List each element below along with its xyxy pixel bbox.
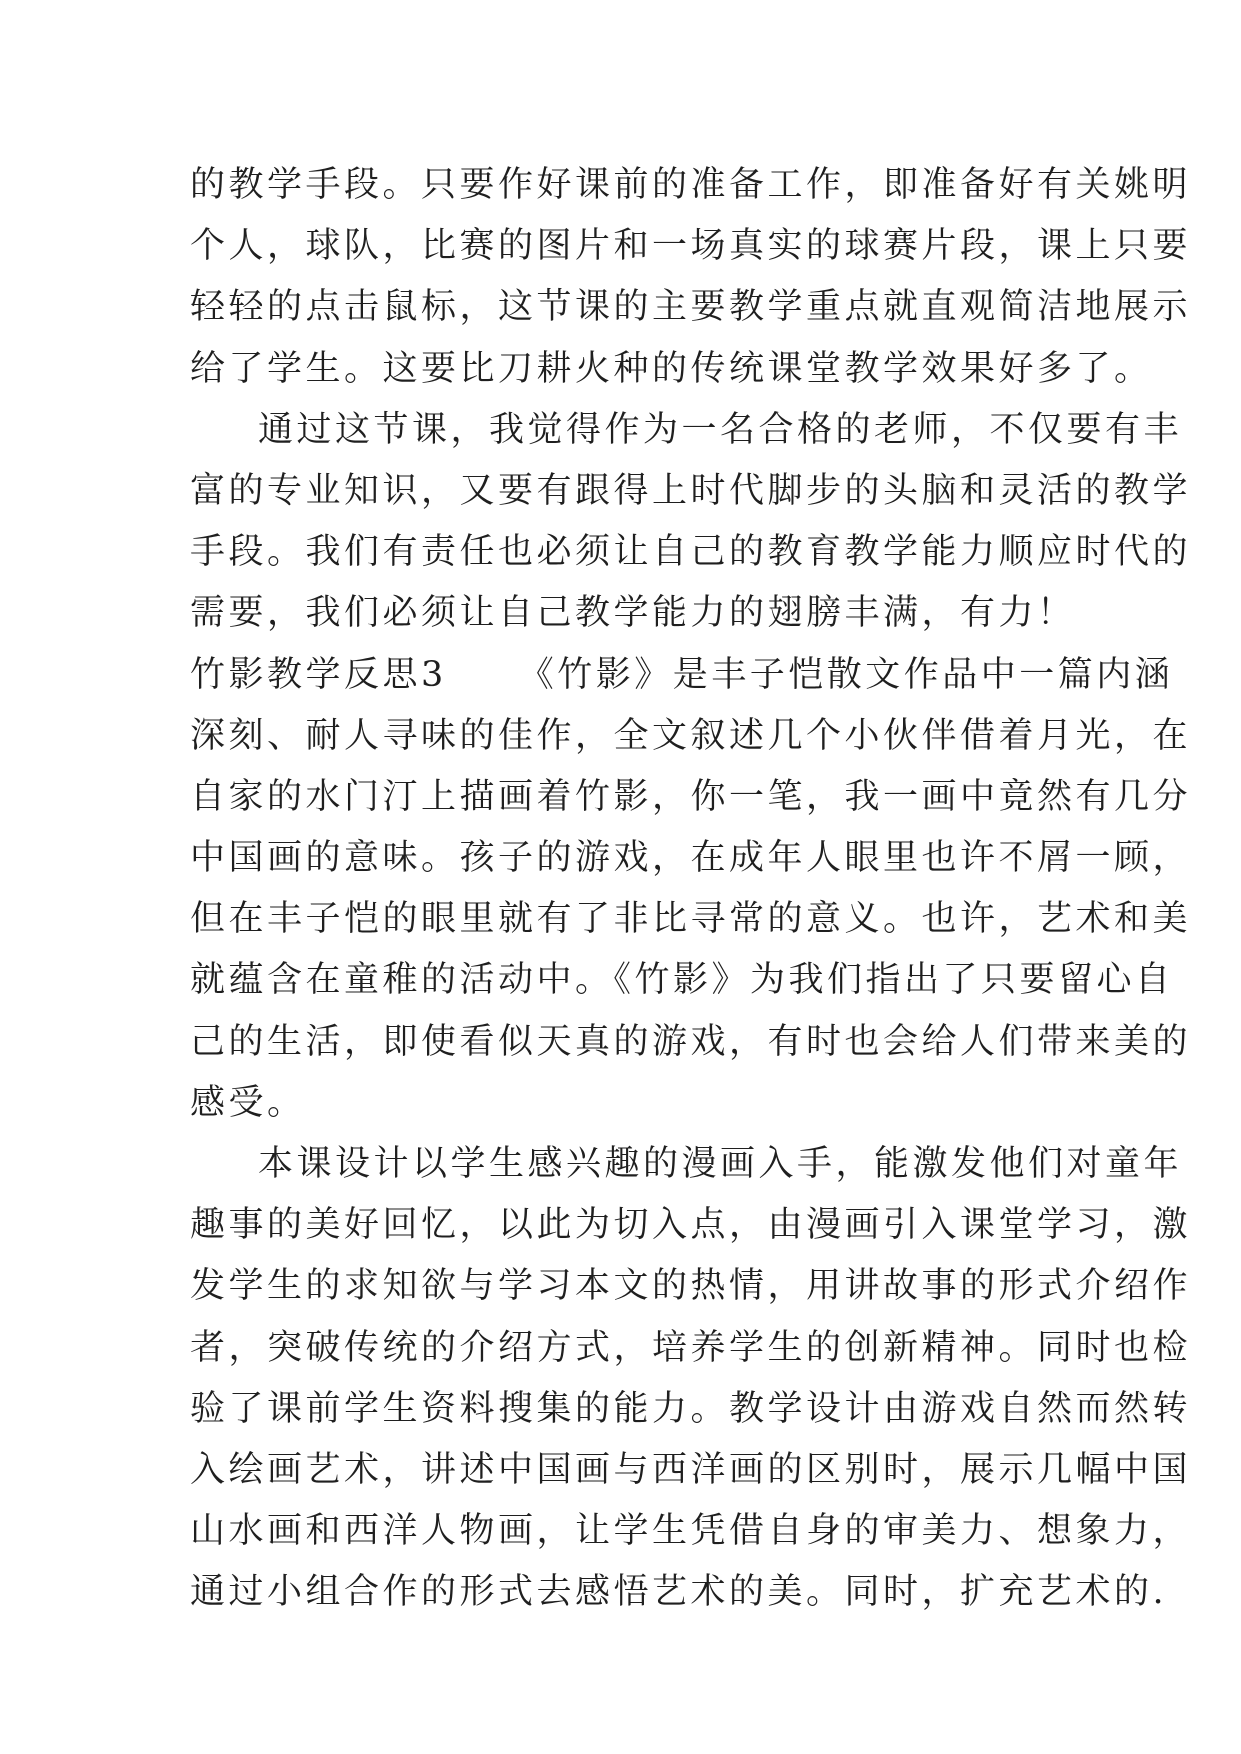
paragraph-1 <box>190 155 1192 400</box>
text-line: 个人，球队，比赛的图片和一场真实的球赛片段，课上只要 <box>190 226 1192 267</box>
paragraph-2 <box>190 400 1192 645</box>
text-line: 自家的水门汀上描画着竹影，你一笔，我一画中竟然有几分 <box>190 776 1192 817</box>
text-line: 深刻、耐人寻味的佳作，全文叙述几个小伙伴借着月光，在 <box>190 715 1192 756</box>
text-line: 入绘画艺术，讲述中国画与西洋画的区别时，展示几幅中国 <box>190 1449 1192 1490</box>
text-line: 感受。 <box>190 1082 306 1123</box>
section-heading-line <box>190 645 1174 706</box>
section-3 <box>190 645 1192 1135</box>
text-line: 就蕴含在童稚的活动中。《竹影》为我们指出了只要留心自 <box>190 960 1174 1001</box>
paragraph-4 <box>190 1134 1192 1624</box>
section-heading: 竹影教学反思3 <box>190 654 447 695</box>
text-line: 需要，我们必须让自己教学能力的翅膀丰满，有力！ <box>190 593 1076 634</box>
text-line: 富的专业知识，又要有跟得上时代脚步的头脑和灵活的教学 <box>190 470 1192 511</box>
text-line: 轻轻的点击鼠标，这节课的主要教学重点就直观简洁地展示 <box>190 287 1192 328</box>
text-line: 山水画和西洋人物画，让学生凭借自身的审美力、想象力， <box>190 1511 1192 1552</box>
text-line: 者，突破传统的介绍方式，培养学生的创新精神。同时也检 <box>190 1327 1192 1368</box>
body-text <box>190 155 1192 1624</box>
section-first-line-text: 《竹影》是丰子恺散文作品中一篇内涵 <box>518 654 1174 695</box>
text-line: 验了课前学生资料搜集的能力。教学设计由游戏自然而然转 <box>190 1388 1192 1429</box>
text-line: 发学生的求知欲与学习本文的热情，用讲故事的形式介绍作 <box>190 1266 1192 1307</box>
text-line: 给了学生。这要比刀耕火种的传统课堂教学效果好多了。 <box>190 348 1153 389</box>
text-line: 本课设计以学生感兴趣的漫画入手，能激发他们对童年 <box>258 1144 1183 1184</box>
text-line: 己的生活，即使看似天真的游戏，有时也会给人们带来美的 <box>190 1021 1192 1062</box>
text-line: 但在丰子恺的眼里就有了非比寻常的意义。也许，艺术和美 <box>190 899 1192 940</box>
text-line: 手段。我们有责任也必须让自己的教育教学能力顺应时代的 <box>190 532 1192 573</box>
text-line: 通过小组合作的形式去感悟艺术的美。同时，扩充艺术的. <box>190 1572 1168 1613</box>
text-line: 中国画的意味。孩子的游戏，在成年人眼里也许不屑一顾， <box>190 838 1192 879</box>
text-line: 通过这节课，我觉得作为一名合格的老师，不仅要有丰 <box>258 409 1183 450</box>
text-line: 趣事的美好回忆，以此为切入点，由漫画引入课堂学习，激 <box>190 1205 1192 1246</box>
text-line: 的教学手段。只要作好课前的准备工作，即准备好有关姚明 <box>190 165 1192 205</box>
